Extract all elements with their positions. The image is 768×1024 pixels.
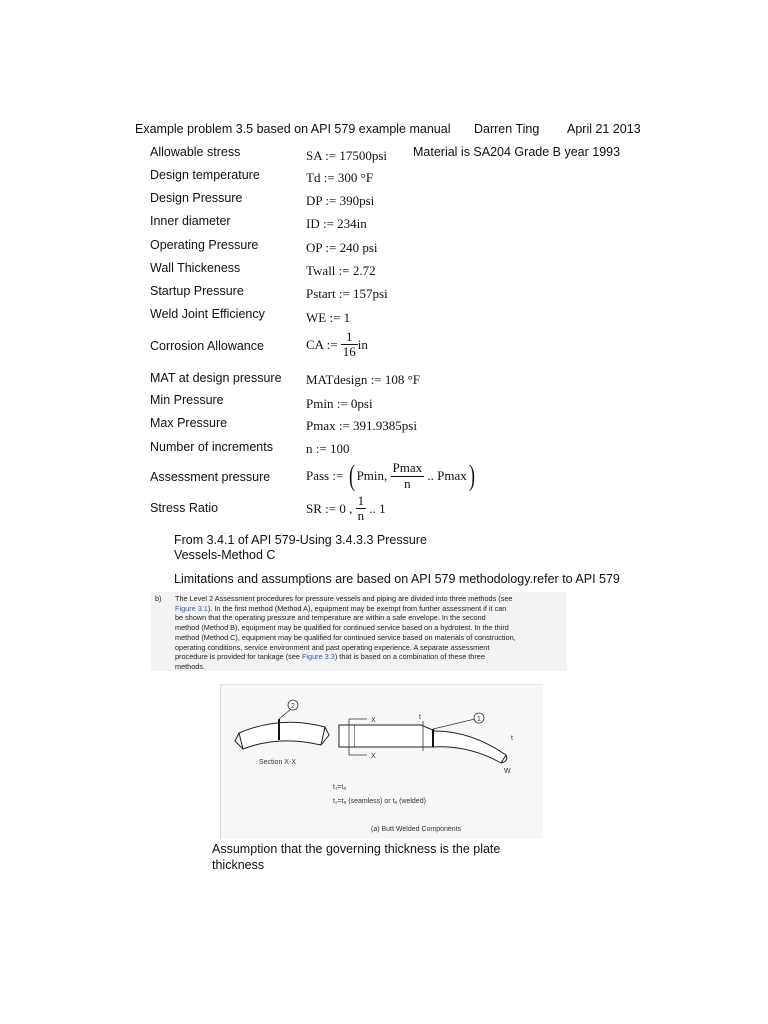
callout-2-label: 2 <box>291 703 295 710</box>
thickness-label: t <box>419 714 421 721</box>
row-label: Operating Pressure <box>150 238 259 252</box>
assessment-lhs: Pass := <box>306 468 344 483</box>
row-label: Inner diameter <box>150 214 231 228</box>
stress-ratio-label: Stress Ratio <box>150 501 219 515</box>
row-label: Weld Joint Efficiency <box>150 307 265 321</box>
close-paren: ) <box>468 459 475 492</box>
excerpt-line: methods. <box>175 661 206 671</box>
row-expression: MATdesign := 108 °F <box>306 372 421 387</box>
excerpt-line: The Level 2 Assessment procedures for pressure vessels and piping are divided into three methods (see <box>175 594 513 603</box>
row-label: Min Pressure <box>150 393 224 407</box>
row-label: Design Pressure <box>150 191 243 205</box>
row-expression: OP := 240 psi <box>306 240 378 255</box>
section-label: Section X-X <box>259 759 296 766</box>
assessment-label: Assessment pressure <box>150 470 271 484</box>
row-label: Max Pressure <box>150 416 228 430</box>
stress-ratio-tail: .. 1 <box>369 500 386 516</box>
corrosion-expression <box>306 330 368 360</box>
row-expression: SA := 17500psi <box>306 148 388 163</box>
thickness-label: t <box>511 735 513 742</box>
excerpt-line: operating conditions, service environment and past operating experience. A separate assessment <box>175 642 490 652</box>
weld-label: W <box>504 768 511 775</box>
excerpt-marker: b) <box>155 594 162 603</box>
corrosion-unit: in <box>357 336 368 352</box>
callout-leader <box>279 709 291 719</box>
assessment-expression <box>306 461 477 491</box>
row-label: Wall Thickeness <box>150 261 241 275</box>
method-reference-line1: From 3.4.1 of API 579-Using 3.4.3.3 Pressure <box>174 533 427 547</box>
corrosion-lhs: CA := <box>306 336 338 352</box>
section-marker-bottom: X <box>371 753 376 760</box>
excerpt-line: method (Method B), equipment may be qualified for continued service based on a hydrotest. In the third <box>175 623 509 633</box>
corrosion-fraction <box>341 330 358 360</box>
assumption-line2: thickness <box>212 858 265 872</box>
pipe-body-shape <box>355 725 506 763</box>
excerpt-line: procedure is provided for tankage (see <box>175 652 302 662</box>
row-label: Number of increments <box>150 440 273 454</box>
stress-ratio-lhs: SR := 0 , <box>306 500 353 516</box>
row-label: MAT at design pressure <box>150 371 282 385</box>
row-expression: Pmin := 0psi <box>306 396 373 411</box>
document-title: Example problem 3.5 based on API 579 example manual <box>135 122 451 136</box>
row-expression: Twall := 2.72 <box>306 263 376 278</box>
row-expression: WE := 1 <box>306 310 351 325</box>
figure-link[interactable]: Figure 3.1 <box>175 603 208 613</box>
row-expression: ID := 234in <box>306 216 367 231</box>
stress-ratio-expression <box>306 494 386 524</box>
section-marker-top: X <box>371 717 376 724</box>
fraction-denominator: 16 <box>342 344 356 360</box>
assumption-line1: Assumption that the governing thickness is the plate <box>212 842 501 856</box>
excerpt-line: be shown that the operating pressure and temperature are within a safe envelope. In the second <box>175 613 486 623</box>
figure-equation-1: t₁=tₐ <box>333 784 346 791</box>
figure-link[interactable]: Figure 3.3 <box>301 652 335 662</box>
method-reference-line2: Vessels-Method C <box>174 548 276 562</box>
author-name: Darren Ting <box>474 122 540 136</box>
fraction-numerator: 1 <box>357 493 365 508</box>
row-expression: Pmax := 391.9385psi <box>306 418 417 433</box>
section-plate-shape <box>239 722 325 749</box>
row-label: Design temperature <box>150 168 260 182</box>
excerpt-line: ). In the first method (Method A), equipment may be exempt from further assessment if it can <box>207 603 507 613</box>
callout-leader <box>433 719 475 729</box>
row-label: Startup Pressure <box>150 284 244 298</box>
assessment-fraction <box>391 461 425 491</box>
figure-equation-2: t₂=tₐ (seamless) or tₐ (welded) <box>333 798 426 805</box>
fraction-numerator: Pmax <box>392 460 423 476</box>
excerpt-line: method (Method C), equipment may be qualified for continued service based on materials of construction, <box>175 632 516 642</box>
pipe-end-rect <box>339 725 355 747</box>
row-label: Allowable stress <box>150 145 241 159</box>
butt-weld-figure <box>220 684 543 839</box>
fraction-numerator: 1 <box>341 330 358 345</box>
assessment-tail: .. Pmax <box>427 468 467 483</box>
row-expression: DP := 390psi <box>306 193 375 208</box>
fraction-denominator: n <box>357 508 365 524</box>
limitations-note: Limitations and assumptions are based on API 579 methodology.refer to API 579 <box>174 572 620 586</box>
api-excerpt-block <box>151 592 567 671</box>
callout-1-label: 1 <box>477 716 481 723</box>
document-date: April 21 2013 <box>567 122 641 136</box>
figure-caption: (a) Butt Welded Components <box>371 826 462 833</box>
butt-weld-diagram <box>221 685 543 839</box>
stress-ratio-fraction <box>356 494 367 524</box>
open-paren: ( <box>348 459 355 492</box>
material-note: Material is SA204 Grade B year 1993 <box>413 145 621 159</box>
row-expression: Td := 300 °F <box>306 170 374 185</box>
corrosion-label: Corrosion Allowance <box>150 339 264 353</box>
fraction-denominator: n <box>404 475 411 491</box>
assessment-first: Pmin, <box>356 468 388 483</box>
excerpt-line: ) that is based on a combination of these three <box>334 652 485 662</box>
row-expression: n := 100 <box>306 441 350 456</box>
row-expression: Pstart := 157psi <box>306 286 388 301</box>
